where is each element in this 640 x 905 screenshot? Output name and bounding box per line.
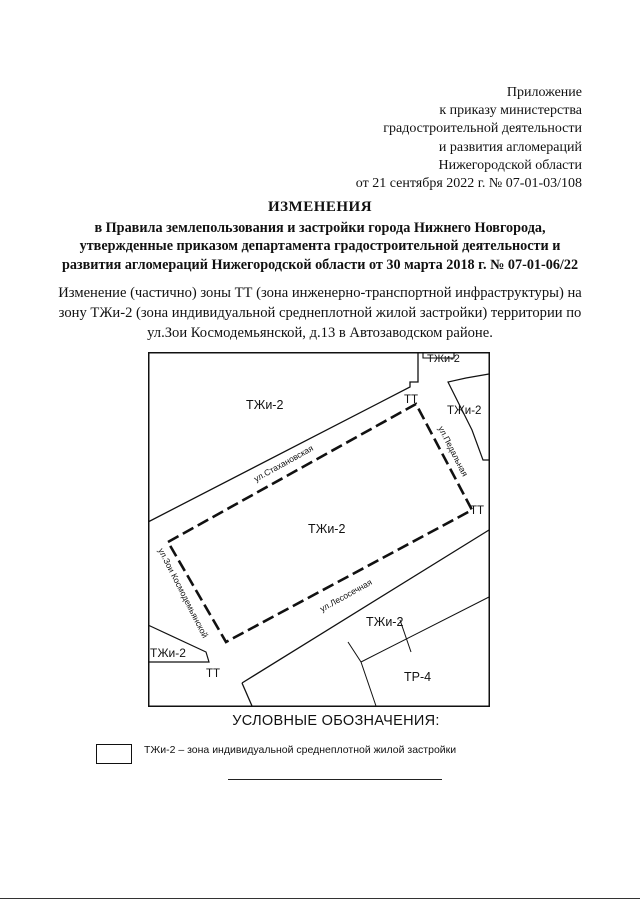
zone-label: ТТ	[470, 505, 485, 517]
legend-title: УСЛОВНЫЕ ОБОЗНАЧЕНИЯ:	[232, 713, 440, 729]
subtitle-line: в Правила землепользования и застройки города Нижнего Новгорода,	[94, 220, 546, 236]
description-line: ул.Зои Космодемьянской, д.13 в Автозаводском районе.	[147, 324, 493, 341]
appendix-line: градостроительной деятельности	[383, 121, 582, 137]
subtitle-line: утвержденные приказом департамента градостроительной деятельности и	[79, 238, 561, 255]
legend-item-label: ТЖи-2 – зона индивидуальной среднеплотной жилой застройки	[144, 744, 457, 756]
parcel-boundary	[348, 642, 376, 706]
zone-label: ТЖи-2	[427, 353, 460, 365]
signature-line	[228, 779, 442, 780]
page-bottom-rule	[0, 898, 640, 899]
parcel-boundary	[148, 352, 418, 522]
zone-label: ТЖи-2	[447, 405, 482, 417]
street-label: ул.Педальная	[436, 424, 471, 479]
parcel-boundary	[242, 683, 252, 706]
zone-label: ТТ	[404, 394, 419, 406]
document-title: ИЗМЕНЕНИЯ	[267, 199, 373, 215]
appendix-line: Нижегородской области	[438, 157, 582, 173]
appendix-line: Приложение	[506, 85, 582, 100]
document-subtitle	[40, 219, 600, 274]
subtitle-line: развития агломераций Нижегородской области от 30 марта 2018 г. № 07-01-06/22	[61, 256, 579, 273]
parcel-boundary	[361, 597, 489, 662]
zone-label: ТТ	[206, 668, 221, 680]
zoning-map	[148, 352, 490, 707]
appendix-line: к приказу министерства	[439, 103, 582, 119]
change-description	[44, 284, 596, 343]
legend-swatch	[96, 744, 132, 764]
zone-label: ТЖи-2	[308, 522, 346, 536]
street-label: ул.Стахановская	[252, 442, 315, 484]
description-line: зону ТЖи-2 (зона индивидуальной среднеплотной жилой застройки) территории по	[58, 304, 582, 321]
appendix-line: от 21 сентября 2022 г. № 07-01-03/108	[355, 176, 582, 192]
zone-label: ТЖи-2	[150, 646, 186, 660]
zone-label: ТЖи-2	[366, 615, 404, 629]
zone-label: ТЖи-2	[246, 398, 284, 412]
appendix-line: и развития агломераций	[438, 139, 582, 155]
zone-label: ТР-4	[404, 670, 432, 684]
street-label: ул.Зои Космодемьянской	[156, 546, 211, 640]
appendix-block	[262, 84, 582, 193]
street-label: ул.Лесосечная	[318, 576, 374, 614]
description-line: Изменение (частично) зоны ТТ (зона инженерно-транспортной инфраструктуры) на	[58, 285, 582, 301]
